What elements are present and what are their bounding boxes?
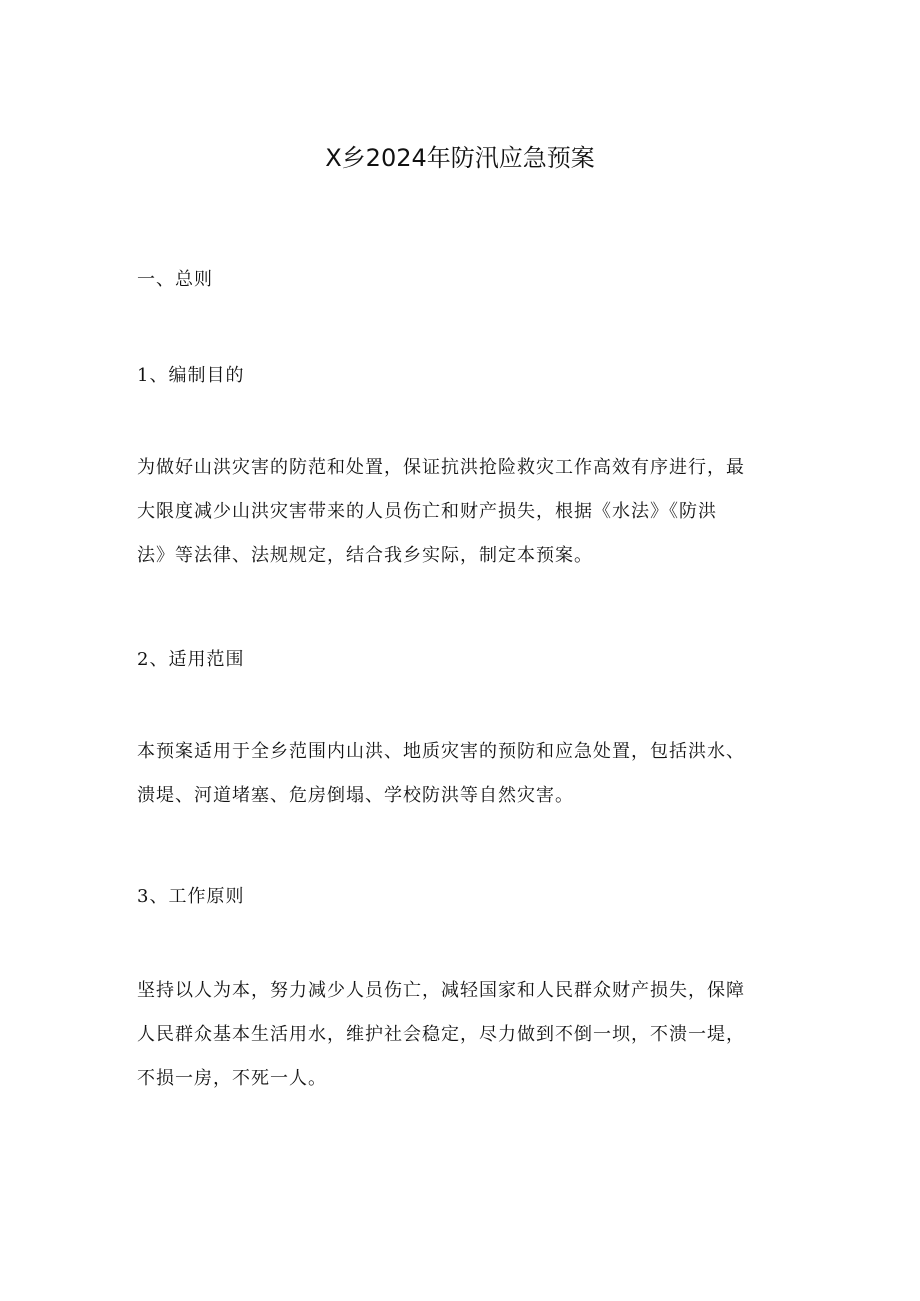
paragraph-line: 法》等法律、法规规定，结合我乡实际，制定本预案。 xyxy=(137,545,593,566)
paragraph-purpose xyxy=(137,446,787,578)
subsection-heading-purpose: 1、编制目的 xyxy=(137,365,245,386)
paragraph-line: 不损一房，不死一人。 xyxy=(137,1068,327,1089)
subsection-heading-scope: 2、适用范围 xyxy=(137,649,245,670)
paragraph-line: 溃堤、河道堵塞、危房倒塌、学校防洪等自然灾害。 xyxy=(137,785,574,806)
paragraph-line: 本预案适用于全乡范围内山洪、地质灾害的预防和应急处置，包括洪水、 xyxy=(137,741,745,762)
paragraph-scope xyxy=(137,730,787,818)
section-heading: 一、总则 xyxy=(137,269,213,290)
paragraph-line: 人民群众基本生活用水，维护社会稳定，尽力做到不倒一坝，不溃一堤， xyxy=(137,1024,745,1045)
paragraph-principles xyxy=(137,969,787,1101)
paragraph-line: 坚持以人为本，努力减少人员伤亡，减轻国家和人民群众财产损失，保障 xyxy=(137,980,745,1001)
paragraph-line: 为做好山洪灾害的防范和处置，保证抗洪抢险救灾工作高效有序进行，最 xyxy=(137,457,745,478)
paragraph-line: 大限度减少山洪灾害带来的人员伤亡和财产损失，根据《水法》《防洪 xyxy=(137,501,717,522)
document-title: X乡2024年防汛应急预案 xyxy=(325,144,595,172)
subsection-heading-principles: 3、工作原则 xyxy=(137,886,245,907)
